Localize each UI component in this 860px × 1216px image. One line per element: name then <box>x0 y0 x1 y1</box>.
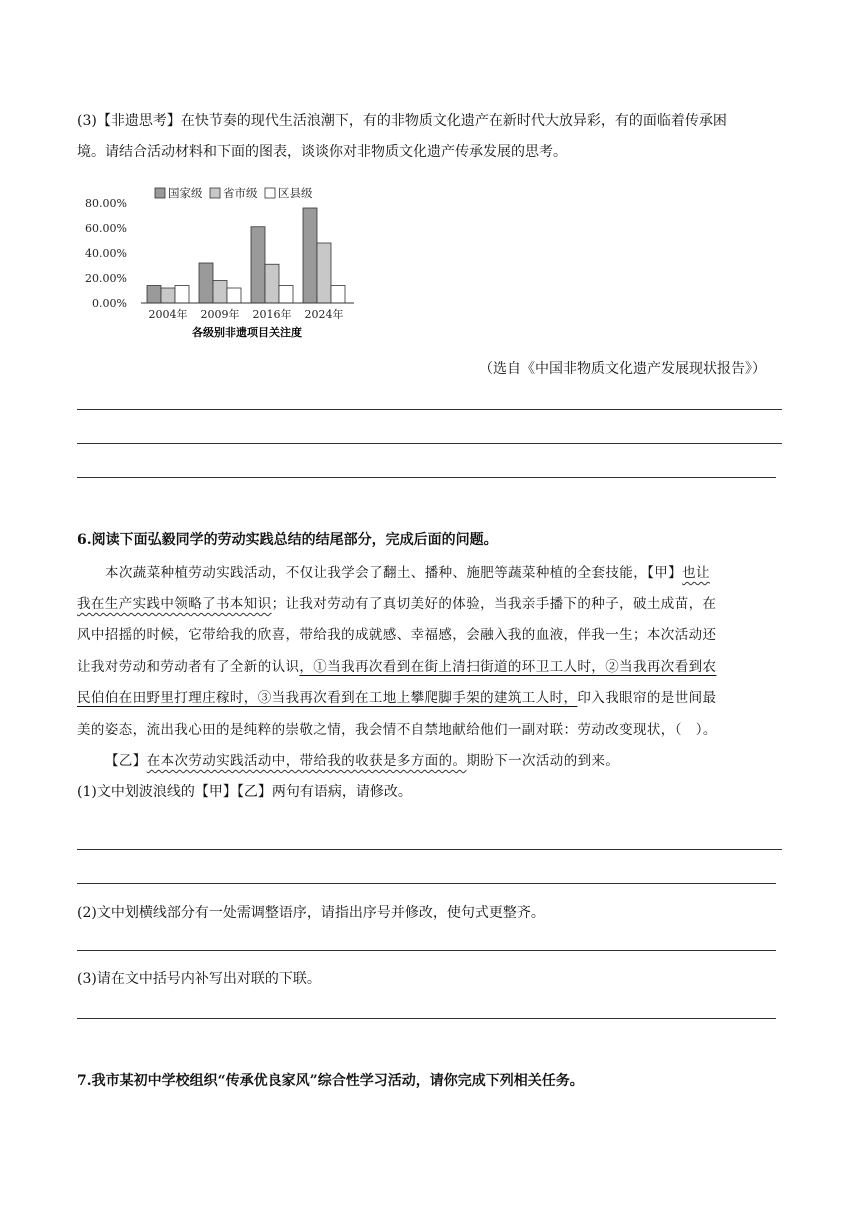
legend-label: 国家级 <box>168 186 203 200</box>
q6-para1-line2: 我在生产实践中领略了书本知识；让我对劳动有了真切美好的体验，当我亲手播下的种子，破土成苗，在 <box>77 596 717 612</box>
bar <box>279 286 293 304</box>
bar <box>199 263 213 303</box>
q6-para1-line4: 让我对劳动和劳动者有了全新的认识，①当我再次看到在街上清扫街道的环卫工人时，②当我再次看到农 <box>77 659 717 675</box>
bar <box>303 208 317 303</box>
bar <box>161 288 175 303</box>
attention-bar-chart <box>75 180 375 345</box>
legend-label: 区县级 <box>278 186 313 200</box>
q6-para1-line1: 本次蔬菜种植劳动实践活动，不仅让我学会了翻土、播种、施肥等蔬菜种植的全套技能，【甲】也让 <box>105 565 710 581</box>
q6-title: 6.阅读下面弘毅同学的劳动实践总结的结尾部分，完成后面的问题。 <box>77 532 498 548</box>
bar <box>175 286 189 304</box>
q6-para1-line6: 美的姿态，流出我心田的是纯粹的崇敬之情，我会情不自禁地献给他们一副对联：劳动改变现状，（ ）。 <box>77 722 717 738</box>
q6-sub2: (2)文中划横线部分有一处需调整语序，请指出序号并修改，使句式更整齐。 <box>77 905 545 921</box>
q7-title: 7.我市某初中学校组织“传承优良家风”综合性学习活动，请你完成下列相关任务。 <box>77 1073 584 1089</box>
chart-title: 各级别非遗项目关注度 <box>192 326 302 339</box>
bar <box>331 286 345 304</box>
x-tick-label: 2016年 <box>252 308 292 321</box>
x-tick-label: 2004年 <box>148 308 188 321</box>
q6-para1-line5: 民伯伯在田野里打理庄稼时，③当我再次看到在工地上攀爬脚手架的建筑工人时，印入我眼帘的是世间最 <box>77 690 717 706</box>
q5-3-line2: 境。请结合活动材料和下面的图表，谈谈你对非物质文化遗产传承发展的思考。 <box>77 144 567 160</box>
answer-line[interactable] <box>77 443 782 444</box>
q6-sub1: (1)文中划波浪线的【甲】【乙】两句有语病，请修改。 <box>77 784 412 800</box>
bar <box>317 243 331 303</box>
bar <box>147 286 161 304</box>
chart-y-axis <box>85 197 127 310</box>
y-tick-label: 20.00% <box>85 272 127 285</box>
answer-line[interactable] <box>77 849 782 850</box>
bar <box>213 281 227 304</box>
y-tick-label: 40.00% <box>85 247 127 260</box>
x-tick-label: 2024年 <box>304 308 344 321</box>
x-tick-label: 2009年 <box>200 308 240 321</box>
chart-legend <box>155 186 313 200</box>
q6-sub3: (3)请在文中括号内补写出对联的下联。 <box>77 971 321 987</box>
q6-para1-line3: 风中招摇的时候，它带给我的欣喜，带给我的成就感、幸福感，会融入我的血液，伴我一生；本次活动还 <box>77 627 717 643</box>
q5-3-line1: (3)【非遗思考】在快节奏的现代生活浪潮下，有的非物质文化遗产在新时代大放异彩，有的面临着传承困 <box>77 113 727 129</box>
legend-swatch <box>265 188 275 198</box>
legend-label: 省市级 <box>223 186 258 200</box>
answer-line[interactable] <box>77 1018 776 1019</box>
chart-source: （选自《中国非物质文化遗产发展现状报告》） <box>479 361 766 377</box>
bar <box>265 264 279 303</box>
y-tick-label: 0.00% <box>92 297 127 310</box>
bar <box>227 288 241 303</box>
q6-para2: 【乙】在本次劳动实践活动中，带给我的收获是多方面的。期盼下一次活动的到来。 <box>105 753 620 769</box>
answer-line[interactable] <box>77 409 782 410</box>
chart-bars <box>147 208 345 303</box>
legend-swatch <box>155 188 165 198</box>
y-tick-label: 80.00% <box>85 197 127 210</box>
answer-line[interactable] <box>77 883 776 884</box>
answer-line[interactable] <box>77 950 776 951</box>
y-tick-label: 60.00% <box>85 222 127 235</box>
answer-line[interactable] <box>77 477 776 478</box>
chart-x-axis <box>149 307 344 321</box>
bar <box>251 227 265 303</box>
legend-swatch <box>210 188 220 198</box>
